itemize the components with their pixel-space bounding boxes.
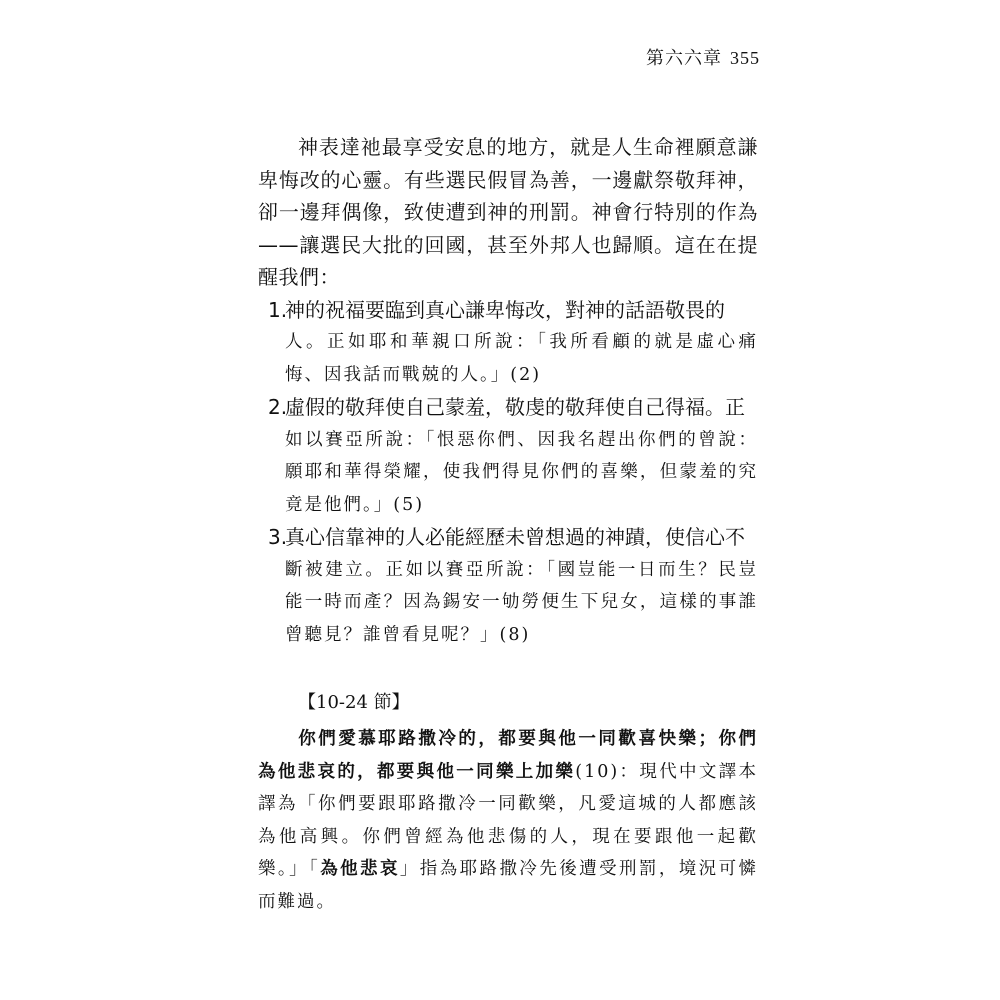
list-item-quote: 如以賽亞所說：「恨惡你們、因我名趕出你們的曾說：願耶和華得榮耀，使我們得見你們的喜樂，但蒙羞的究竟是他們。」(5) [285,429,758,515]
list-item [258,521,758,651]
list-item [258,391,758,521]
commentary-text: ：現代中文譯本譯為「你們要跟耶路撒冷一同歡樂，凡愛這城的人都應該為他高興。你們曾經為他悲傷的人，現在要跟他一起歡樂。」「 [258,761,759,879]
list-marker: 1. [268,297,288,322]
verse-text: 你們愛慕耶路撒冷的，都要與他一同歡喜快樂；你們為他悲哀的，都要與他一同樂上加樂 [258,729,758,782]
list-item-lead: 虛假的敬拜使自己蒙羞，敬虔的敬拜使自己得福。正 [285,395,745,419]
commentary-keyword: 為他悲哀 [320,859,400,879]
page-body [258,131,758,918]
chapter-title: 第六六章 [646,48,722,68]
verse-reference: (10) [575,761,620,782]
list-item [258,294,758,392]
intro-paragraph: 神表達祂最享受安息的地方，就是人生命裡願意謙卑悔改的心靈。有些選民假冒為善，一邊獻祭敬拜神，卻一邊拜偶像，致使遭到神的刑罰。神會行特別的作為——讓選民大批的回國，甚至外邦人也歸順。這在在提醒我們： [258,135,758,289]
commentary-text-end: 」指為耶路撒冷先後遭受刑罰，境況可憐而難過。 [258,859,759,912]
list-item-lead: 真心信靠神的人必能經歷未曾想過的神蹟，使信心不 [285,525,745,549]
list-item-quote: 斷被建立。正如以賽亞所說：「國豈能一日而生？民豈能一時而產？因為錫安一劬勞便生下兒女，這樣的事誰曾聽見？誰曾看見呢？」(8) [285,559,758,645]
list-item-quote: 人。正如耶和華親口所說：「我所看顧的就是虛心痛悔、因我話而戰兢的人。」(2) [285,332,758,385]
list-item-lead: 神的祝福要臨到真心謙卑悔改，對神的話語敬畏的 [285,297,725,322]
running-header [646,44,760,70]
section-heading: 【10-24 節】 [298,692,410,713]
list-marker: 2. [268,395,288,419]
list-marker: 3. [268,525,288,549]
lesson-list [258,294,758,652]
verse-commentary [258,723,758,918]
page-number: 355 [730,48,760,68]
